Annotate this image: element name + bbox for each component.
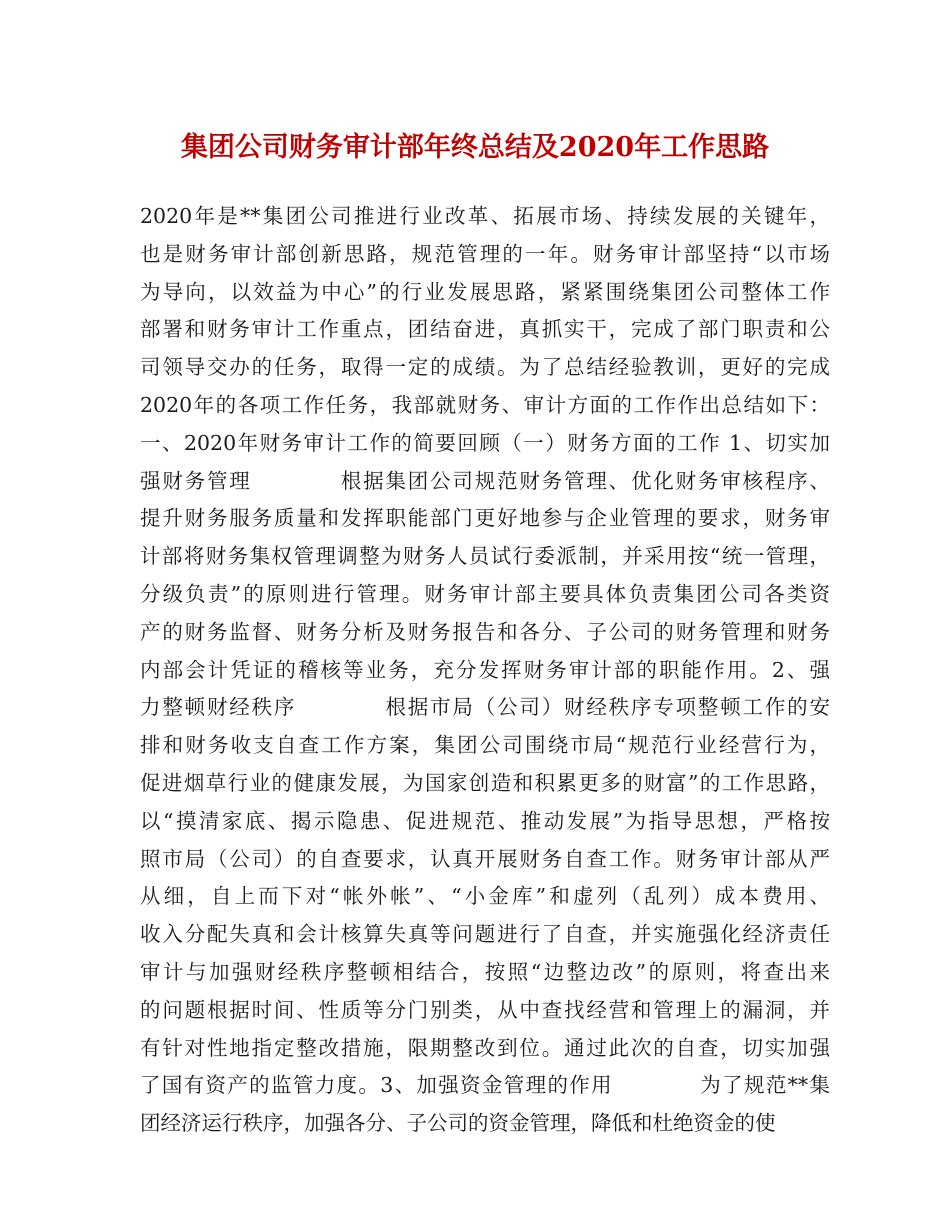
body-line: 力整顿财经秩序 根据市局（公司）财经秩序专项整顿工作的安 xyxy=(140,695,830,720)
body-line: 司领导交办的任务，取得一定的成绩。为了总结经验教训，更好的完成 xyxy=(140,355,830,380)
body-line: 提升财务服务质量和发挥职能部门更好地参与企业管理的要求，财务审 xyxy=(140,506,830,531)
body-line: 有针对性地指定整改措施，限期整改到位。通过此次的自查，切实加强 xyxy=(140,1035,830,1060)
body-line: 2020年的各项工作任务，我部就财务、审计方面的工作作出总结如下： xyxy=(140,392,830,417)
body-line: 以“摸清家底、揭示隐患、促进规范、推动发展”为指导思想，严格按 xyxy=(140,808,830,833)
body-line: 部署和财务审计工作重点，团结奋进，真抓实干，完成了部门职责和公 xyxy=(140,317,830,342)
body-line: 一、2020年财务审计工作的简要回顾（一）财务方面的工作 1、切实加 xyxy=(140,430,830,455)
body-line: 分级负责”的原则进行管理。财务审计部主要具体负责集团公司各类资 xyxy=(140,581,830,606)
body-line: 从细，自上而下对“帐外帐”、“小金库”和虚列（乱列）成本费用、 xyxy=(140,884,830,909)
document-body xyxy=(140,198,830,1143)
body-line: 产的财务监督、财务分析及财务报告和各分、子公司的财务管理和财务 xyxy=(140,619,830,644)
body-line: 计部将财务集权管理调整为财务人员试行委派制，并采用按“统一管理， xyxy=(140,544,830,569)
body-line: 为导向，以效益为中心”的行业发展思路，紧紧围绕集团公司整体工作 xyxy=(140,279,830,304)
body-line: 照市局（公司）的自查要求，认真开展财务自查工作。财务审计部从严 xyxy=(140,846,830,871)
body-line: 了国有资产的监管力度。3、加强资金管理的作用 为了规范**集 xyxy=(140,1073,830,1098)
document-title: 集团公司财务审计部年终总结及2020年工作思路 xyxy=(180,132,770,163)
body-line: 促进烟草行业的健康发展，为国家创造和积累更多的财富”的工作思路， xyxy=(140,770,830,795)
body-line: 排和财务收支自查工作方案，集团公司围绕市局“规范行业经营行为， xyxy=(140,733,830,758)
body-line: 的问题根据时间、性质等分门别类，从中查找经营和管理上的漏洞，并 xyxy=(140,997,830,1022)
body-line: 强财务管理 根据集团公司规范财务管理、优化财务审核程序、 xyxy=(140,468,830,493)
body-line: 2020年是**集团公司推进行业改革、拓展市场、持续发展的关键年， xyxy=(140,204,830,228)
body-line: 内部会计凭证的稽核等业务，充分发挥财务审计部的职能作用。2、强 xyxy=(140,657,830,682)
body-line: 审计与加强财经秩序整顿相结合，按照“边整边改”的原则，将查出来 xyxy=(140,959,830,984)
body-line: 也是财务审计部创新思路，规范管理的一年。财务审计部坚持“以市场 xyxy=(140,241,830,266)
body-line: 团经济运行秩序，加强各分、子公司的资金管理，降低和杜绝资金的使 xyxy=(140,1111,776,1136)
body-line: 收入分配失真和会计核算失真等问题进行了自查，并实施强化经济责任 xyxy=(140,922,830,947)
